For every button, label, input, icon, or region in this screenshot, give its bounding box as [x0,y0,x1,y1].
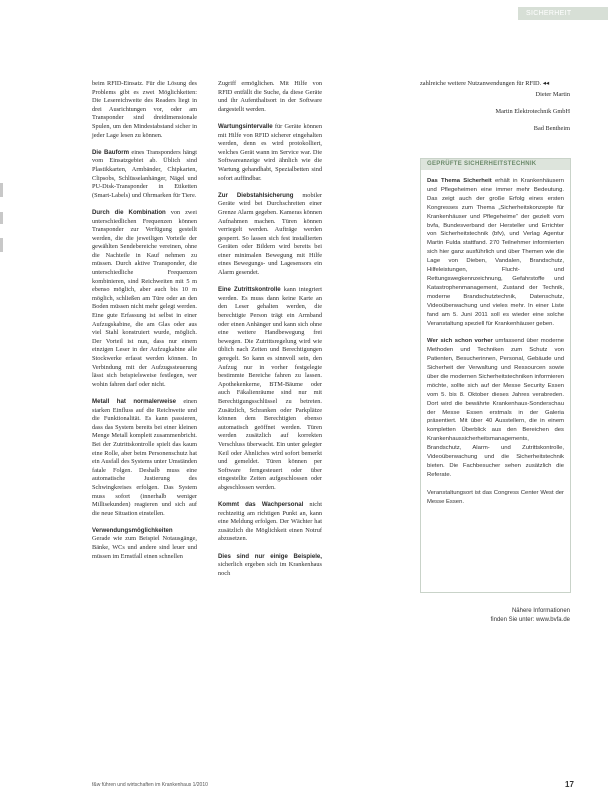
paragraph [92,398,197,518]
paragraph-text: von zwei unterschiedlichen Frequenzen können Transponder zur Verfügung gestellt werden, die die jeweiligen Vorteile der gewählten Sendebereiche vereinen, ohne die Nachteile in Kauf nehmen zu müssen. Durch aktive Transponder, die unterschiedliche Frequenzen kombinieren, sind Reichweiten mit 5 m ebenso möglich, aber auch bis 10 m möglich, schließen am Türe oder an den Boden müssen nicht mehr gelegt werden. Eine gute Erfassung ist selbst in einer Aufzugskabine, die am Glas oder aus viel Stahl konstruiert wurde, möglich. Der Vorteil ist nun, dass nur einem einzigen Leser in der Aufzugkabine alle Stockwerke erfasst werden können. In Verbindung mit der Aufzugssteuerung lässt sich beispielsweise festlegen, wer wohin fahren darf oder nicht. [92,208,198,388]
paragraph [218,80,322,114]
paragraph [218,286,322,492]
paragraph [92,209,197,389]
paragraph-lead: Kommt das Wachpersonal [218,501,304,509]
paragraph [427,337,564,480]
paragraph-text: sicherlich ergeben sich im Krankenhaus noch [218,561,322,577]
paragraph-lead: Verwendungsmöglichkeiten [92,526,173,534]
paragraph-text: Zugriff ermöglichen. Mit Hilfe von RFID entfällt die Suche, da diese Geräte und ihr Aufenthaltsort in der Software dargestellt werden. [218,80,322,113]
paragraph [420,80,570,89]
info-source [420,607,570,624]
paragraph-lead: Das Thema Sicherheit [427,178,492,184]
paragraph [427,177,564,328]
paragraph [92,80,197,140]
author-company: Martin Elektrotechnik GmbH [495,107,570,115]
paragraph-lead: Eine Zutrittskontrolle [218,286,281,294]
paragraph [427,489,564,507]
paragraph [92,149,197,201]
author-name: Dieter Martin [535,90,570,98]
paragraph-text: für Geräte können mit Hilfe von RFID sicherer eingehalten werden, denn es wird protokolliert, welches Gerät wann im Service war. Die Softwareanzeige wird ähnlich wie die Wartung gehandhabt, Spezialbetten sind sofort auffindbar. [218,122,322,182]
paragraph [92,527,197,561]
info-box-body [421,170,570,507]
paragraph-text: erhält in Krankenhäusern und Pflegeheimen eine immer mehr Bedeutung. Das zeigt auch der große Erfolg eines ersten Kongresses zum Thema „Sicherheitskonzepte für Krankenhäuser und Pflegeheime“ der gezielt vom bvfa, Bundesverband der Hersteller und Errichter von Sicherheitstechnik (bfv), und Verlag Agentur Martin Fulda stattfand. 270 Teilnehmer informierten sich hier ganz ausführlich und über Themen wie die Lage von Dieben, Vandalen, Brandschutz, Hilfeleistungen, Flucht- und Rettungswegkennzeichnung, Gefahrstoffe und Katastrophenmanagement, Zustand der Technik, moderne Brandschutztechnik, Datenschutz, Videoüberwachung und vieles mehr. In einer Liste fand am 5. Juni 2011 soll es wieder eine solche Veranstaltung speziell für Krankenhäuser geben. [427,178,564,327]
paragraph-text: beim RFID-Einsatz. Für die Lösung des Problems gibt es zwei Möglichkeiten: Die Lesereichweite des Readers liegt in drei Ausrichtungen vor, oder am Transponder sind dreidimensionale Spulen, um den Mindestabstand sicher in jeder Lage lesen zu können. [92,80,197,139]
info-box-heading: GEPRÜFTE SICHERHEITSTECHNIK [421,159,570,170]
paragraph-lead: Durch die Kombination [92,208,166,216]
gutter-mark [0,238,3,252]
paragraph-text: Veranstaltungsort ist das Congress Center West der Messe Essen. [427,489,564,505]
paragraph-lead: Wartungsintervalle [218,122,273,130]
paragraph [218,192,322,278]
paragraph-lead: Die Bauform [92,148,130,156]
paragraph-text: mobiler Geräte wird bei Durchschreiten einer Grenze Alarm gegeben. Kameras können Aufnahmen machen. Türen können verriegelt werden. Aufträge werden gesperrt. So lassen sich fest installierten Geräten oder Bildern wird bereits bei einer minimalen Bewegung mit Hilfe eines Bewegungs- und Lagesensors ein Alarm gesendet. [218,191,322,277]
paragraph-text: Gerade wie zum Beispiel Notausgänge, Bänke, WCs und andere sind leuer und müssen im Ernstfall einen schnellen [92,535,197,560]
page-number: 17 [565,780,574,789]
paragraph-text: umfassend über moderne Methoden und Techniken zum Schutz von Patienten, Besucherinnen, Personal, Gebäude und Sicherheit der Verwaltung und Ressourcen sowie über die modernen Sicherheitstechniken informieren möchte, sollte sich auf der Messe Security Essen vom 5. bis 8. Oktober dieses Jahres verabreden. Dort wird die bewährte Krankenhaus-Sonderschau der Messe Essen erstmals in der Galeria präsentiert. Mit über 40 Ausstellern, die in einem kompletten Überblick aus den Bereichen des Krankenhaussicherheitsmanagements, Brandschutz, Alarm- und Zutrittskontrolle, Videoüberwachung und die Sicherheitstechnik bieten. Die Fachbesucher sehen zusätzlich die Referate. [427,338,565,478]
info-box [420,158,571,593]
paragraph-lead: Wer sich schon vorher [427,338,493,345]
paragraph-lead: Zur Diebstahlsicherung [218,191,294,199]
paragraph-text: kann integriert werden. Es muss dann keine Karte an den Leser gehalten werden, die berechtigte Person trägt ein Armband oder einen Anhänger und kann sich ohne eine weitere Handbewegung frei bewegen. Die Zutrittsregelung wird wie üblich nach Zeiten und Berechtigungen geregelt. So kann es sinnvoll sein, den Aufzug nur in vorher festgelegte bestimmte Bereiche fahren zu lassen. Apothekenkerne, BTM-Bäume oder auch Fäkalienräume sind nur mit Berechtigungsschlüssel zu betreten. Zusätzlich, Schranken oder Parkplätze können dem Berechtigten ebenso automatisch geöffnet werden. Türen werden zusätzlich auf korrekten Verschluss überwacht. Ein unter gelegter Keil oder Ähnliches wird sofort bemerkt und gemeldet. Türen können per Software ferngesteuert oder über eingestellte Zeiten aufgeschlossen oder abgeschlossen werden. [218,286,323,491]
paragraph-text: eines Transponders hängt vom Einsatzgebiet ab. Üblich sind Plastikkarten, Armbänder, Chipkarten, Clipsobs, Schlüsselanhänger, Nägel und PU-Disk-Transponder in Etiketten (Smart-Labels) und Ohrmarken für Tiere. [92,148,197,199]
section-header-label: SICHERHEIT [526,10,572,17]
paragraph-text: nicht rechtzeitig am richtigen Punkt an, kann eine Meldung erfolgen. Der Wächter hat zusätzlich die Möglichkeit einen Notruf abzusetzen. [218,501,322,543]
paragraph-text: zahlreiche weitere Nutzanwendungen für RFID. ◂◂ [420,80,550,87]
author-place: Bad Bentheim [533,124,570,132]
paragraph [218,501,322,544]
paragraph-text: einen starken Einfluss auf die Reichweite und die Funktionalität. Es kann passieren, dass das System bereits bei einer kleinen Menge Metall komplett zusammenbricht. Bei der Zutrittskontrolle spielt das kaum eine Rolle, aber beim Personenschutz hat ein Ausfall des Systems unter Umständen fatale Folgen. Deshalb muss eine automatische Justierung des Schwingkreises erfolgen. Das System muss sofort (innerhalb weniger Millisekunden) reagieren und sich auf die neue Situation einstellen. [92,397,197,517]
gutter-mark [0,183,3,197]
paragraph-lead: Metall hat normalerweise [92,397,177,405]
info-source-line: Nähere Informationen [511,608,570,614]
footer-publication: f&w führen und wirtschaften im Krankenhaus 1/2010 [92,782,208,788]
section-header-tab [518,7,608,20]
article-column-3 [420,80,570,142]
article-column-2 [218,80,322,587]
paragraph-lead: Dies sind nur einige Beispiele, [218,552,322,560]
paragraph [218,553,322,579]
article-column-1 [92,80,197,570]
info-source-line: finden Sie unter: www.bvfa.de [490,616,570,623]
gutter-mark [0,212,3,224]
paragraph [218,123,322,183]
